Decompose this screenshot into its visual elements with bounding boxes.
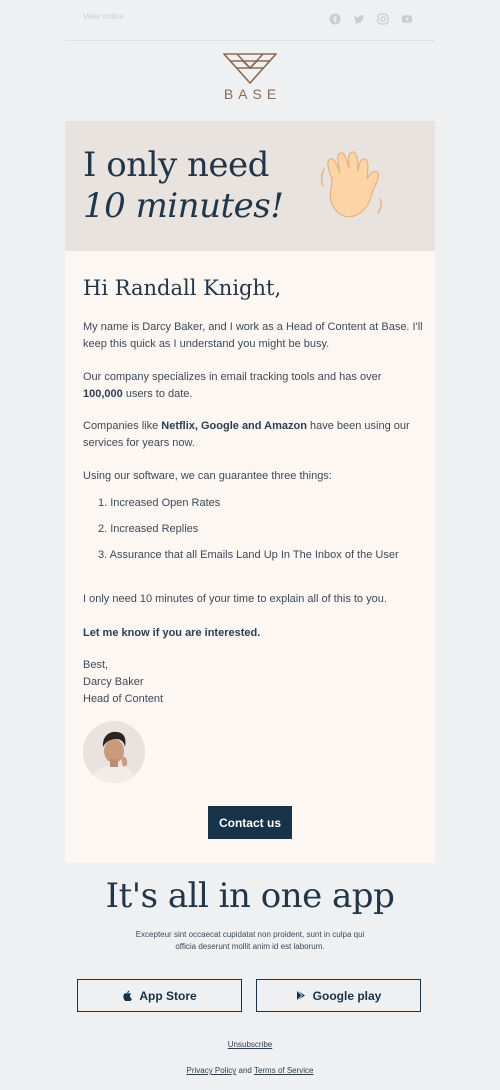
google-play-icon bbox=[296, 990, 306, 1001]
app-store-label: App Store bbox=[139, 988, 197, 1003]
google-play-label: Google play bbox=[312, 988, 382, 1003]
terms-of-service-link[interactable]: Terms of Service bbox=[253, 1066, 314, 1075]
twitter-icon[interactable] bbox=[353, 13, 365, 25]
time-paragraph: I only need 10 minutes of your time to explain all of this to you. bbox=[83, 593, 387, 605]
clients-paragraph bbox=[83, 418, 423, 452]
app-section-title: It's all in one app bbox=[105, 876, 395, 916]
app-section-description: Excepteur sint occaecat cupidatat non proident, sunt in culpa qui officia deserunt mollit anim id est laborum. bbox=[135, 930, 365, 951]
greeting: Hi Randall Knight, bbox=[83, 276, 282, 300]
user-count: 100,000 bbox=[83, 388, 123, 400]
waving-hand-icon bbox=[318, 149, 388, 221]
legal-connector: and bbox=[236, 1066, 254, 1075]
base-logo-icon bbox=[223, 52, 277, 84]
view-online-link[interactable]: View online bbox=[83, 12, 124, 21]
cta-text: Let me know if you are interested. bbox=[83, 627, 261, 639]
hero-title-line2: 10 minutes! bbox=[83, 186, 284, 226]
social-links bbox=[329, 13, 413, 25]
list-item: 2. Increased Replies bbox=[98, 523, 199, 535]
contact-us-button[interactable]: Contact us bbox=[208, 806, 292, 839]
unsubscribe-link[interactable]: Unsubscribe bbox=[227, 1040, 273, 1049]
apple-icon bbox=[122, 990, 132, 1001]
brand-name: BASE bbox=[223, 86, 282, 102]
avatar bbox=[83, 721, 145, 783]
cta-paragraph bbox=[83, 625, 423, 642]
hero-title-line1: I only need bbox=[83, 145, 269, 185]
clients-text-b: have been using our services for years now. bbox=[83, 420, 410, 449]
company-paragraph bbox=[83, 369, 423, 403]
app-store-button[interactable] bbox=[77, 979, 242, 1012]
company-text-b: users to date. bbox=[122, 388, 193, 400]
client-names: Netflix, Google and Amazon bbox=[161, 420, 307, 432]
company-text-a: Our company specializes in email tracking tools and has over bbox=[83, 371, 382, 383]
signature-title: Head of Content bbox=[83, 693, 164, 705]
letter-card bbox=[65, 251, 435, 863]
brand-logo bbox=[0, 52, 500, 102]
hero-banner bbox=[65, 121, 435, 251]
youtube-icon[interactable] bbox=[401, 13, 413, 25]
facebook-icon[interactable] bbox=[329, 13, 341, 25]
sign-off: Best, bbox=[83, 659, 109, 671]
guarantee-paragraph: Using our software, we can guarantee three things: bbox=[83, 470, 332, 482]
signature-name: Darcy Baker bbox=[83, 676, 144, 688]
intro-paragraph: My name is Darcy Baker, and I work as a Head of Content at Base. I'll keep this quick as I understand you might be busy. bbox=[83, 321, 423, 350]
list-item: 1. Increased Open Rates bbox=[98, 497, 221, 509]
google-play-button[interactable] bbox=[256, 979, 421, 1012]
privacy-policy-link[interactable]: Privacy Policy bbox=[186, 1066, 237, 1075]
instagram-icon[interactable] bbox=[377, 13, 389, 25]
legal-links bbox=[0, 1066, 500, 1075]
top-bar bbox=[66, 0, 435, 41]
list-item: 3. Assurance that all Emails Land Up In The Inbox of the User bbox=[98, 549, 399, 561]
clients-text-a: Companies like bbox=[83, 420, 162, 432]
